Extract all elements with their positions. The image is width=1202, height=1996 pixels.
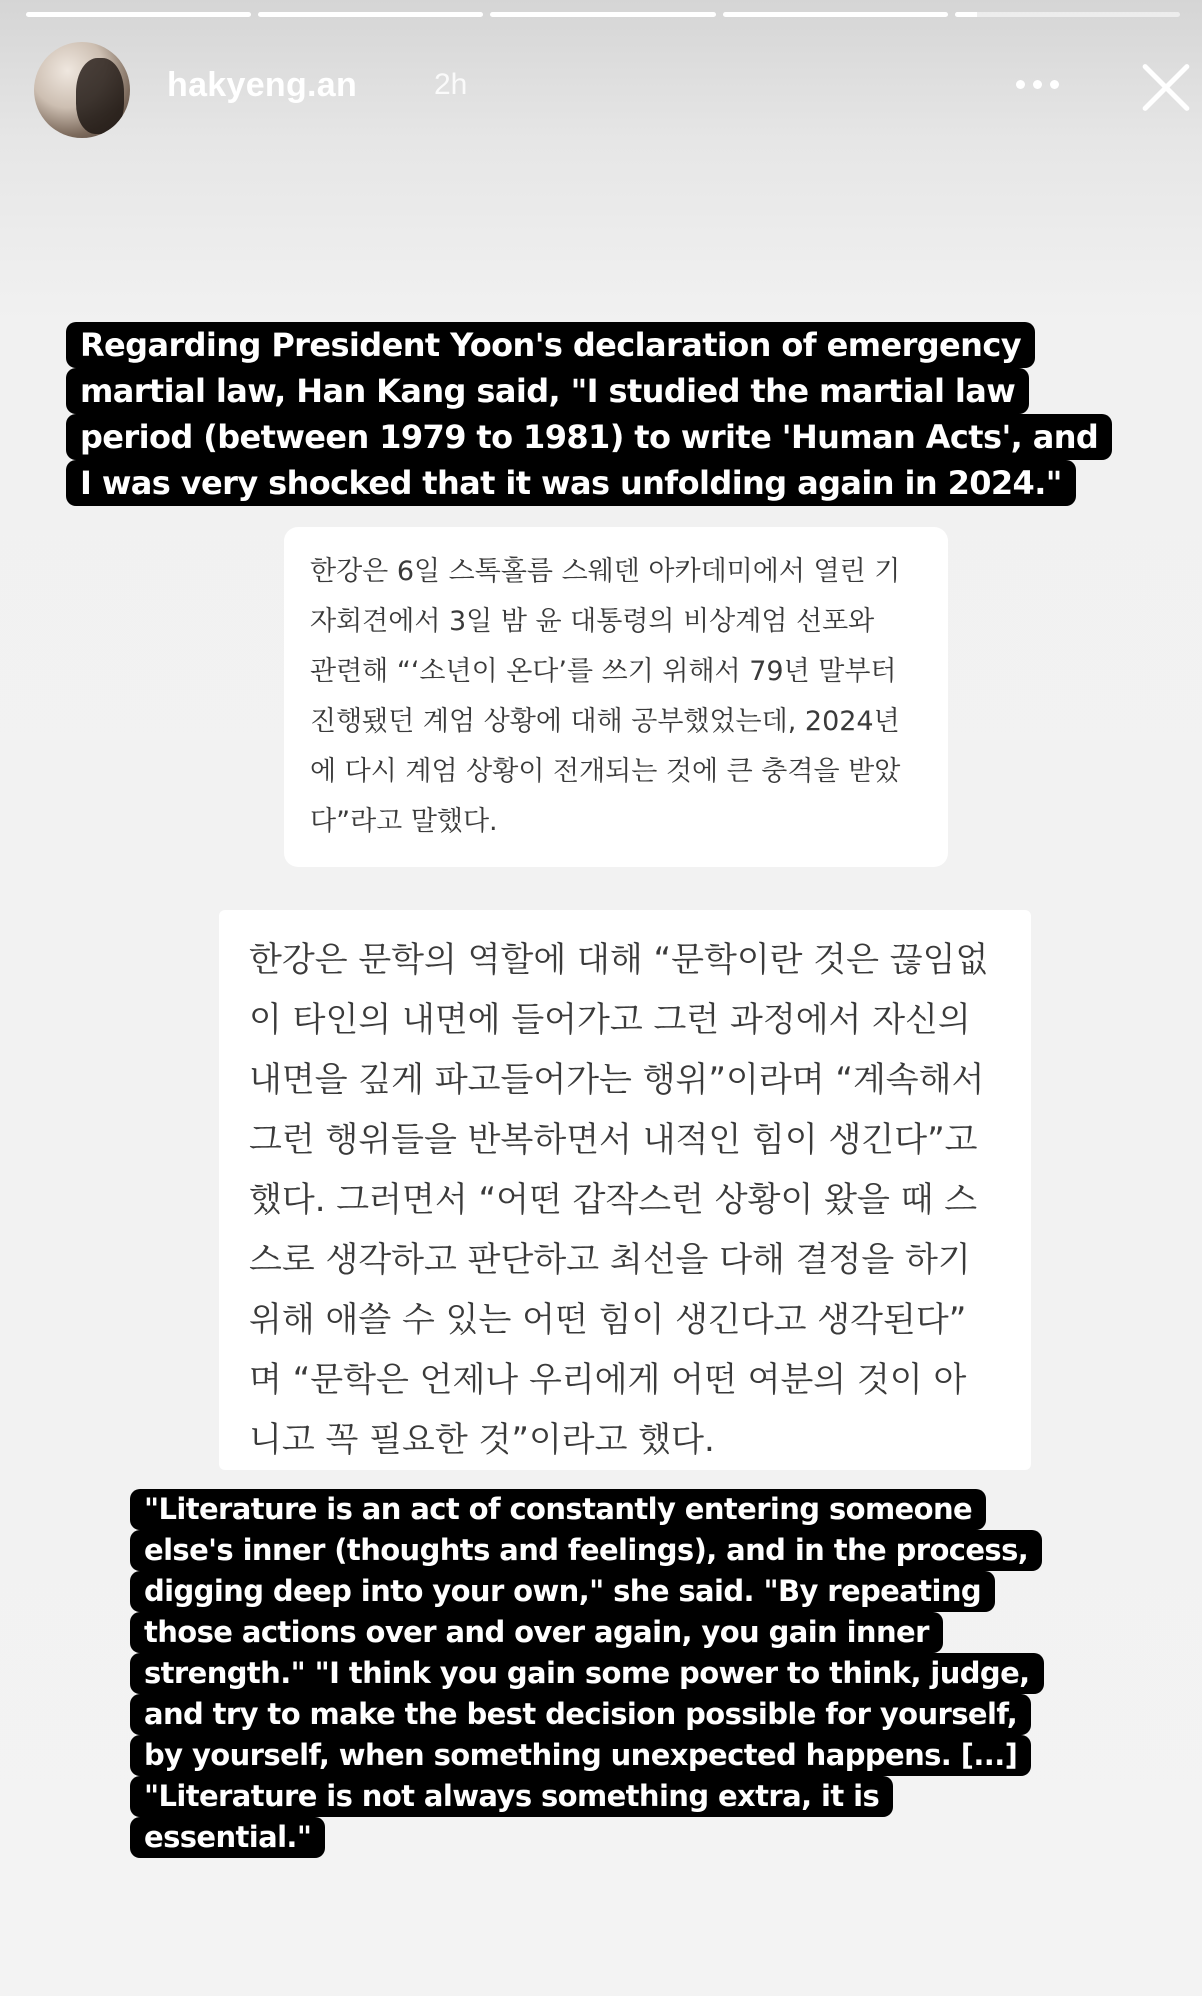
article-excerpt-bottom bbox=[219, 910, 1031, 1470]
story-progress-fill bbox=[26, 12, 251, 17]
article-line: 이 타인의 내면에 들어가고 그런 과정에서 자신의 bbox=[249, 1000, 971, 1040]
article-line: 관련해 “‘소년이 온다’를 쓰기 위해서 79년 말부터 bbox=[310, 656, 897, 687]
username[interactable]: hakyeng.an bbox=[167, 66, 358, 104]
highlight-line: I was very shocked that it was unfolding again in 2024." bbox=[66, 460, 1076, 506]
highlight-line: essential." bbox=[130, 1817, 325, 1858]
article-line: 위해 애쓸 수 있는 어떤 힘이 생긴다고 생각된다” bbox=[249, 1300, 967, 1340]
article-line: 니고 꼭 필요한 것”이라고 했다. bbox=[249, 1420, 715, 1460]
dot-icon bbox=[1050, 80, 1059, 89]
article-line: 했다. 그러면서 “어떤 갑작스런 상황이 왔을 때 스 bbox=[249, 1180, 978, 1220]
highlight-line: period (between 1979 to 1981) to write 'Human Acts', and bbox=[66, 414, 1112, 460]
article-excerpt-top bbox=[284, 527, 948, 867]
highlight-text-top bbox=[66, 322, 1112, 506]
article-line: 한강은 문학의 역할에 대해 “문학이란 것은 끊임없 bbox=[249, 940, 989, 980]
highlight-line: those actions over and over again, you gain inner bbox=[130, 1612, 943, 1653]
dot-icon bbox=[1033, 80, 1042, 89]
article-line: 내면을 깊게 파고들어가는 행위”이라며 “계속해서 bbox=[249, 1060, 985, 1100]
story-progress-bars bbox=[26, 12, 1180, 18]
story-header bbox=[34, 40, 1182, 140]
article-line: 진행됐던 계엄 상황에 대해 공부했었는데, 2024년 bbox=[310, 706, 900, 737]
highlight-line: digging deep into your own," she said. "By repeating bbox=[130, 1571, 995, 1612]
article-line: 며 “문학은 언제나 우리에게 어떤 여분의 것이 아 bbox=[249, 1360, 967, 1400]
highlight-line: "Literature is an act of constantly entering someone bbox=[130, 1489, 986, 1530]
highlight-line: strength." "I think you gain some power to think, judge, bbox=[130, 1653, 1044, 1694]
dot-icon bbox=[1016, 80, 1025, 89]
story-progress-segment bbox=[258, 12, 483, 17]
story-progress-fill bbox=[955, 12, 978, 17]
story-progress-segment bbox=[955, 12, 1180, 17]
article-line: 한강은 6일 스톡홀름 스웨덴 아카데미에서 열린 기 bbox=[310, 556, 901, 587]
highlight-line: Regarding President Yoon's declaration of emergency bbox=[66, 322, 1035, 368]
article-line: 그런 행위들을 반복하면서 내적인 힘이 생긴다”고 bbox=[249, 1120, 978, 1160]
article-line: 에 다시 계엄 상황이 전개되는 것에 큰 충격을 받았 bbox=[310, 756, 901, 787]
highlight-line: "Literature is not always something extra, it is bbox=[130, 1776, 893, 1817]
post-timestamp: 2h bbox=[434, 68, 468, 101]
highlight-text-bottom bbox=[130, 1489, 1044, 1858]
story-progress-segment bbox=[723, 12, 948, 17]
highlight-line: else's inner (thoughts and feelings), and in the process, bbox=[130, 1530, 1042, 1571]
highlight-line: by yourself, when something unexpected happens. [...] bbox=[130, 1735, 1031, 1776]
story-progress-segment bbox=[26, 12, 251, 17]
article-line: 스로 생각하고 판단하고 최선을 다해 결정을 하기 bbox=[249, 1240, 971, 1280]
avatar[interactable] bbox=[34, 42, 130, 138]
story-progress-segment bbox=[490, 12, 715, 17]
article-line: 자회견에서 3일 밤 윤 대통령의 비상계엄 선포와 bbox=[310, 606, 875, 637]
story-progress-fill bbox=[258, 12, 483, 17]
article-line: 다”라고 말했다. bbox=[310, 806, 498, 837]
more-options-button[interactable] bbox=[1002, 64, 1072, 104]
story-progress-fill bbox=[490, 12, 715, 17]
close-icon[interactable] bbox=[1134, 56, 1196, 118]
story-progress-fill bbox=[723, 12, 948, 17]
highlight-line: martial law, Han Kang said, "I studied the martial law bbox=[66, 368, 1029, 414]
highlight-line: and try to make the best decision possible for yourself, bbox=[130, 1694, 1031, 1735]
